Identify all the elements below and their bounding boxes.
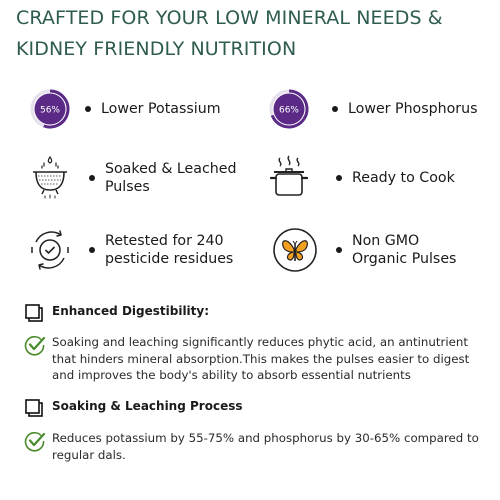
checkmark-icon [24,334,46,356]
bullet [89,247,95,253]
section-paragraph: Soaking and leaching significantly reduces phytic acid, an antinutrient that hinders mineral absorption.This makes the pulses easier to digest and improves the body's ability to absorb essential nutrients [52,335,470,382]
checkmark-icon [24,430,46,452]
phosphorus-percent-ring-icon [266,86,312,132]
bullet [89,175,95,181]
square-icon [24,397,46,419]
feature-non-gmo [272,227,472,273]
feature-label: Lower Phosphorus [348,101,478,117]
feature-lower-phosphorus [266,86,478,132]
page-title: CRAFTED FOR YOUR LOW MINERAL NEEDS & KIDNEY FRIENDLY NUTRITION [16,7,443,60]
retest-cycle-icon [27,227,73,273]
section-soaking-leaching [24,397,243,419]
section-title: Soaking & Leaching Process [52,399,243,413]
feature-soaked-leached [27,155,255,201]
square-icon [24,302,46,324]
feature-ready-to-cook [266,155,455,201]
potassium-percent-ring-icon [27,86,73,132]
colander-icon [27,155,73,201]
section-digestibility-text [24,334,486,384]
feature-label: Ready to Cook [352,170,455,186]
phosphorus-percent-label: 66% [278,105,300,116]
bullet [85,106,91,112]
butterfly-icon [272,227,318,273]
section-title: Enhanced Digestibility: [52,304,210,318]
section-paragraph: Reduces potassium by 55-75% and phosphorus by 30-65% compared to regular dals. [52,431,479,462]
bullet [336,247,342,253]
bullet [336,175,342,181]
feature-retested [27,227,255,273]
potassium-percent-label: 56% [39,105,61,116]
feature-label: Retested for 240 pesticide residues [105,233,234,267]
feature-label: Lower Potassium [101,101,221,117]
bullet [332,106,338,112]
cooking-pot-icon [266,155,312,201]
feature-label: Soaked & Leached Pulses [105,161,237,195]
section-enhanced-digestibility [24,302,209,324]
section-process-text [24,430,486,463]
feature-lower-potassium [27,86,221,132]
feature-label: Non GMO Organic Pulses [352,233,457,267]
